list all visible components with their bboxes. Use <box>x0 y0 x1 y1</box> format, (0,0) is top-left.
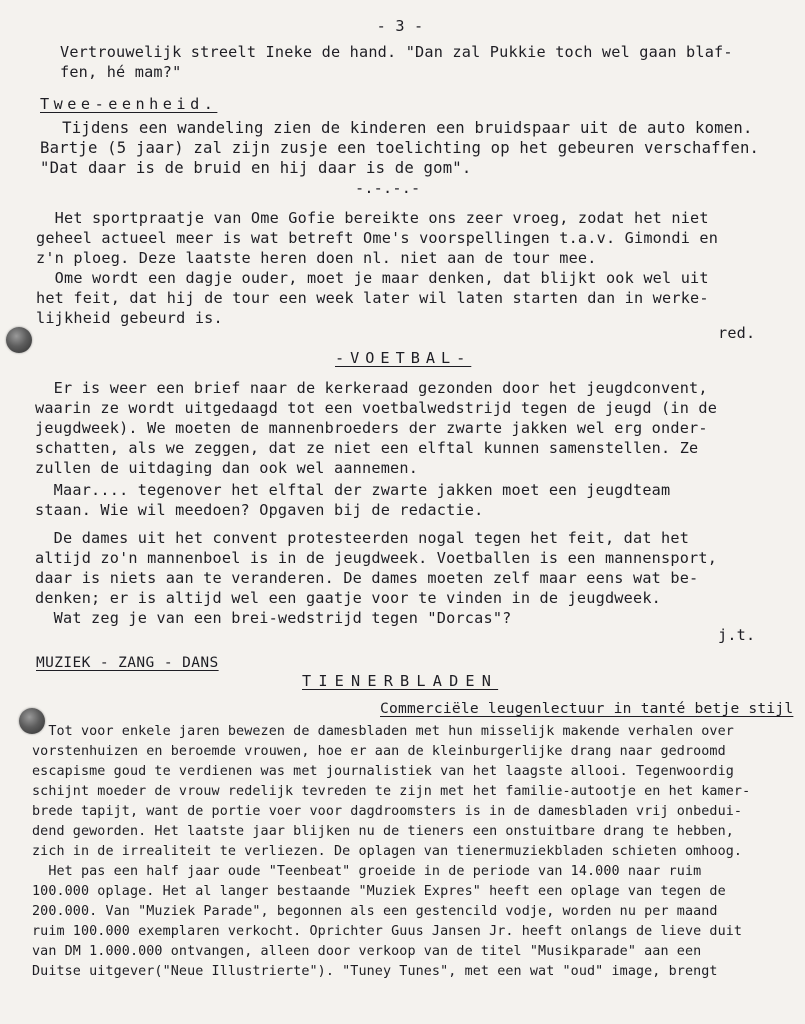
page-number: - 3 - <box>376 17 424 35</box>
paragraph-line: Tijdens een wandeling zien de kinderen een bruidspaar uit de auto komen. <box>43 119 753 137</box>
paragraph-line: Maar.... tegenover het elftal der zwarte jakken moet een jeugdteam <box>35 481 671 499</box>
paragraph-line: altijd zo'n mannenboel is in de jeugdweek. Voetballen is een mannensport, <box>35 549 718 567</box>
signature: j.t. <box>718 626 756 644</box>
article-title: TIENERBLADEN <box>302 672 499 690</box>
paragraph-line: Het sportpraatje van Ome Gofie bereikte ons zeer vroeg, zodat het niet <box>36 209 709 227</box>
paragraph-line: schijnt moeder de vrouw redelijk tevreden te zijn met het familie-autootje en het kamer- <box>32 784 751 799</box>
paragraph-line: jeugdweek). We moeten de mannenbroeders der zwarte jakken wel erg onder- <box>35 419 708 437</box>
paragraph-line: Er is weer een brief naar de kerkeraad gezonden door het jeugdconvent, <box>35 379 708 397</box>
paragraph-line: geheel actueel meer is wat betreft Ome's voorspellingen t.a.v. Gimondi en <box>36 229 719 247</box>
paragraph-line: escapisme goud te verdienen was met journalistiek van het laagste allooi. Tegenwoordig <box>32 764 734 779</box>
paragraph-line: Tot voor enkele jaren bewezen de damesbladen met hun misselijk makende verhalen over <box>32 724 734 739</box>
punch-hole <box>6 327 32 353</box>
paragraph-line: denken; er is altijd wel een gaatje voor te vinden in de jeugdweek. <box>35 589 662 607</box>
paragraph-line: Ome wordt een dagje ouder, moet je maar denken, dat blijkt ook wel uit <box>36 269 709 287</box>
paragraph-line: brede tapijt, want de portie voer voor dagdroomsters is in de damesbladen vrij onbedui- <box>32 804 743 819</box>
paragraph-line: 100.000 oplage. Het al langer bestaande "Muziek Expres" heeft een oplage van tegen de <box>32 884 726 899</box>
paragraph-line: ruim 100.000 exemplaren verkocht. Oprichter Guus Jansen Jr. heeft onlangs de lieve duit <box>32 924 743 939</box>
paragraph-line: van DM 1.000.000 ontvangen, alleen door verkoop van de titel "Musikparade" aan een <box>32 944 702 959</box>
paragraph-line: waarin ze wordt uitgedaagd tot een voetbalwedstrijd tegen de jeugd (in de <box>35 399 718 417</box>
category-label: MUZIEK - ZANG - DANS <box>36 655 219 671</box>
paragraph-line: Het pas een half jaar oude "Teenbeat" groeide in de periode van 14.000 naar ruim <box>32 864 702 879</box>
paragraph-line: Duitse uitgever("Neue Illustrierte"). "Tuney Tunes", met een wat "oud" image, brengt <box>32 964 718 979</box>
paragraph-line: zullen de uitdaging dan ook wel aannemen. <box>35 459 419 477</box>
paragraph-line: Vertrouwelijk streelt Ineke de hand. "Dan zal Pukkie toch wel gaan blaf- <box>60 43 733 61</box>
paragraph-line: fen, hé mam?" <box>60 63 182 81</box>
paragraph-line: dend geworden. Het laatste jaar blijken nu de tieners een onstuitbare drang te hebben, <box>32 824 734 839</box>
paragraph-line: schatten, als we zeggen, dat ze niet een elftal kunnen samenstellen. Ze <box>35 439 699 457</box>
paragraph-line: het feit, dat hij de tour een week later wil laten starten dan in werke- <box>36 289 709 307</box>
paragraph-line: De dames uit het convent protesteerden nogal tegen het feit, dat het <box>35 529 690 547</box>
paragraph-line: Bartje (5 jaar) zal zijn zusje een toelichting op het gebeuren verschaffen. <box>40 139 760 157</box>
article-subtitle: Commerciële leugenlectuur in tanté betje stijl <box>380 700 794 717</box>
section-heading: Twee-eenheid. <box>40 95 218 113</box>
paragraph-line: zich in de irrealiteit te verliezen. De oplagen van tienermuziekbladen schieten omhoog. <box>32 844 743 859</box>
separator: -.-.-.- <box>355 179 421 197</box>
paragraph-line: staan. Wie wil meedoen? Opgaven bij de redactie. <box>35 501 484 519</box>
paragraph-line: lijkheid gebeurd is. <box>36 309 223 327</box>
paragraph-line: daar is niets aan te veranderen. De dames moeten zelf maar eens wat be- <box>35 569 699 587</box>
signature: red. <box>718 324 756 342</box>
paragraph-line: z'n ploeg. Deze laatste heren doen nl. niet aan de tour mee. <box>36 249 597 267</box>
paragraph-line: vorstenhuizen en beroemde vrouwen, hoe er aan de kleinburgerlijke drang naar gedroomd <box>32 744 726 759</box>
section-heading: -VOETBAL- <box>335 349 472 367</box>
paragraph-line: 200.000. Van "Muziek Parade", begonnen als een gestencild vodje, worden nu per maand <box>32 904 718 919</box>
paragraph-line: Wat zeg je van een brei-wedstrijd tegen "Dorcas"? <box>35 609 512 627</box>
paragraph-line: "Dat daar is de bruid en hij daar is de gom". <box>40 159 472 177</box>
